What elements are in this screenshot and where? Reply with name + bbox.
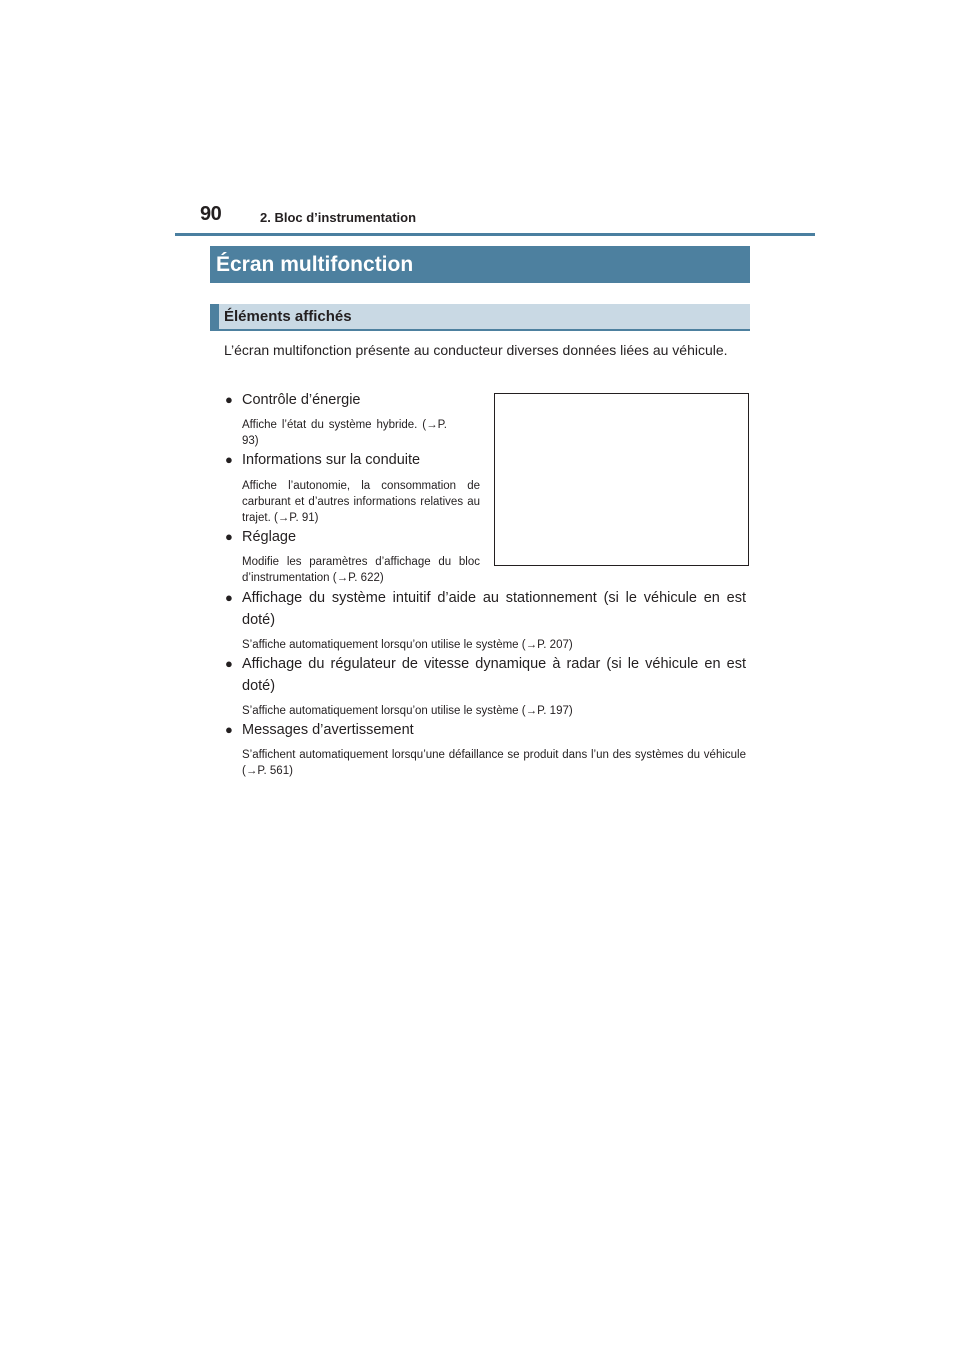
- list-item-note: S’affiche automatiquement lorsqu’on utilise le système (→P. 207): [242, 639, 573, 651]
- list-item: [225, 587, 746, 631]
- subsection-title: Éléments affichés: [224, 308, 352, 325]
- bullet-icon: ●: [225, 722, 233, 737]
- bullet-icon: ●: [225, 452, 233, 467]
- header-rule: [175, 233, 815, 236]
- bullet-icon: ●: [225, 529, 233, 544]
- bullet-icon: ●: [225, 392, 233, 407]
- list-item: [225, 719, 746, 741]
- list-item-note: Affiche l’autonomie, la consommation de carburant et d’autres informations relatives au trajet. (→P. 91): [242, 480, 480, 524]
- list-item-label: Contrôle d’énergie: [242, 392, 361, 408]
- list-item-note: Modifie les paramètres d’affichage du bloc d’instrumentation (→P. 622): [242, 556, 480, 584]
- list-item-label: Informations sur la conduite: [242, 452, 421, 468]
- list-item-note: S’affiche automatiquement lorsqu’on utilise le système (→P. 197): [242, 705, 573, 717]
- subsection-banner: [210, 304, 750, 331]
- intro-paragraph: L’écran multifonction présente au conducteur diverses données liées au véhicule.: [224, 342, 728, 358]
- section-banner: [210, 246, 750, 283]
- list-item-note: S’affichent automatiquement lorsqu’une défaillance se produit dans l’un des systèmes du véhicule (→P. 561): [242, 749, 746, 777]
- list-item: [225, 526, 482, 548]
- bullet-icon: ●: [225, 590, 233, 605]
- list-item-label: Messages d’avertissement: [242, 722, 414, 738]
- list-item: [225, 653, 746, 697]
- bullet-icon: ●: [225, 656, 233, 671]
- list-item: [225, 389, 482, 411]
- list-item-label: Réglage: [242, 529, 297, 545]
- chapter-title: 2. Bloc d’instrumentation: [260, 210, 417, 225]
- list-item-note: Affiche l’état du système hybride. (→P. 93): [242, 419, 447, 447]
- figure-frame: [494, 393, 749, 566]
- page-number: 90: [200, 203, 222, 225]
- list-item-label: Affichage du régulateur de vitesse dynamique à radar (si le véhicule en est doté): [242, 656, 746, 694]
- list-item-label: Affichage du système intuitif d’aide au stationnement (si le véhicule en est doté): [242, 590, 746, 628]
- section-title: Écran multifonction: [216, 253, 414, 276]
- list-item: [225, 449, 482, 471]
